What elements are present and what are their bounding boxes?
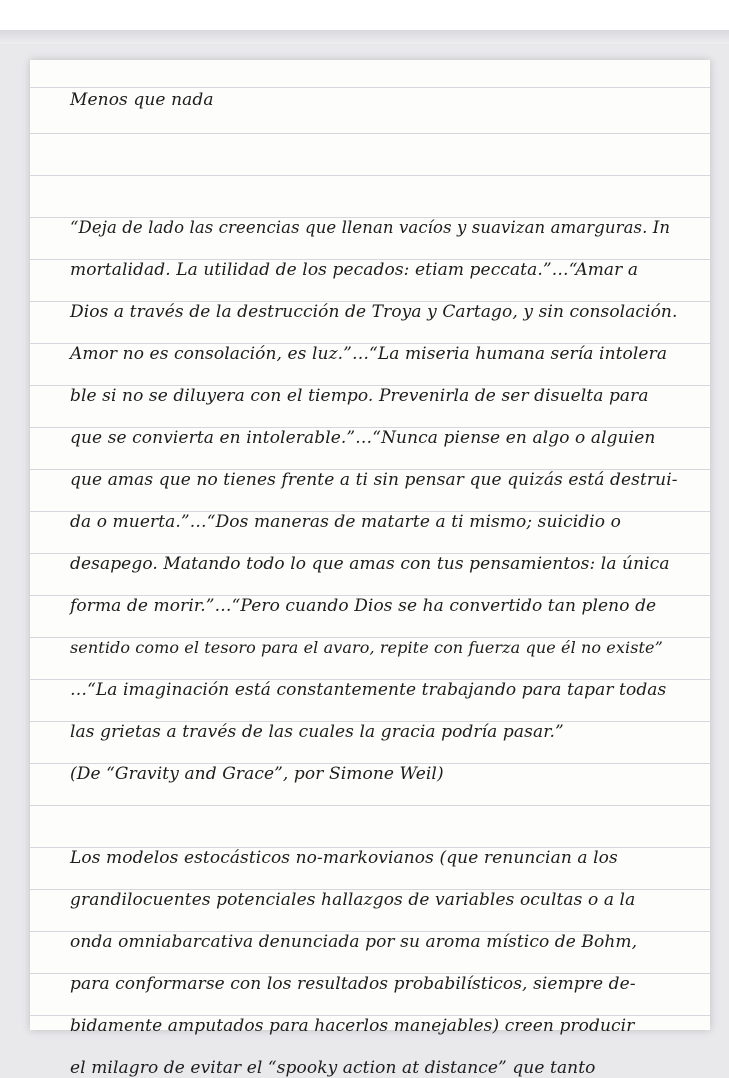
quote-line: sentido como el tesoro para el avaro, repite con fuerza que él no existe”	[70, 638, 663, 657]
quote-line: da o muerta.”…“Dos maneras de matarte a ti mismo; suicidio o	[70, 512, 621, 532]
paragraph-line: Los modelos estocásticos no-markovianos (que renuncian a los	[70, 848, 618, 868]
quote-line: mortalidad. La utilidad de los pecados: etiam peccata.”…“Amar a	[70, 260, 639, 280]
quote-line: forma de morir.”…“Pero cuando Dios se ha convertido tan pleno de	[70, 596, 657, 616]
paragraph-line: para conformarse con los resultados probabilísticos, siempre de-	[70, 974, 636, 994]
quote-line: …“La imaginación está constantemente trabajando para tapar todas	[70, 680, 667, 700]
notebook-page	[30, 60, 710, 1078]
quote-line: que se convierta en intolerable.”…“Nunca piense en algo o alguien	[70, 428, 656, 448]
paragraph-line: el milagro de evitar el “spooky action at distance” que tanto	[70, 1058, 596, 1078]
quote-line: ble si no se diluyera con el tiempo. Prevenirla de ser disuelta para	[70, 386, 649, 406]
top-bar	[0, 0, 729, 30]
paragraph-line: grandilocuentes potenciales hallazgos de variables ocultas o a la	[70, 890, 636, 910]
quote-line: que amas que no tienes frente a ti sin pensar que quizás está destrui-	[70, 470, 678, 490]
quote-attribution: (De “Gravity and Grace”, por Simone Weil)	[70, 764, 444, 784]
quote-line: desapego. Matando todo lo que amas con tus pensamientos: la única	[70, 554, 670, 574]
page-title: Menos que nada	[70, 90, 214, 110]
paragraph-line: bidamente amputados para hacerlos manejables) creen producir	[70, 1016, 635, 1036]
paragraph-line: onda omniabarcativa denunciada por su aroma místico de Bohm,	[70, 932, 638, 952]
top-shadow	[0, 30, 729, 44]
quote-line: “Deja de lado las creencias que llenan vacíos y suavizan amarguras. In	[70, 218, 671, 237]
quote-line: las grietas a través de las cuales la gracia podría pasar.”	[70, 722, 564, 742]
quote-line: Amor no es consolación, es luz.”…“La miseria humana sería intolera	[70, 344, 668, 364]
quote-line: Dios a través de la destrucción de Troya y Cartago, y sin consolación.	[70, 302, 678, 322]
